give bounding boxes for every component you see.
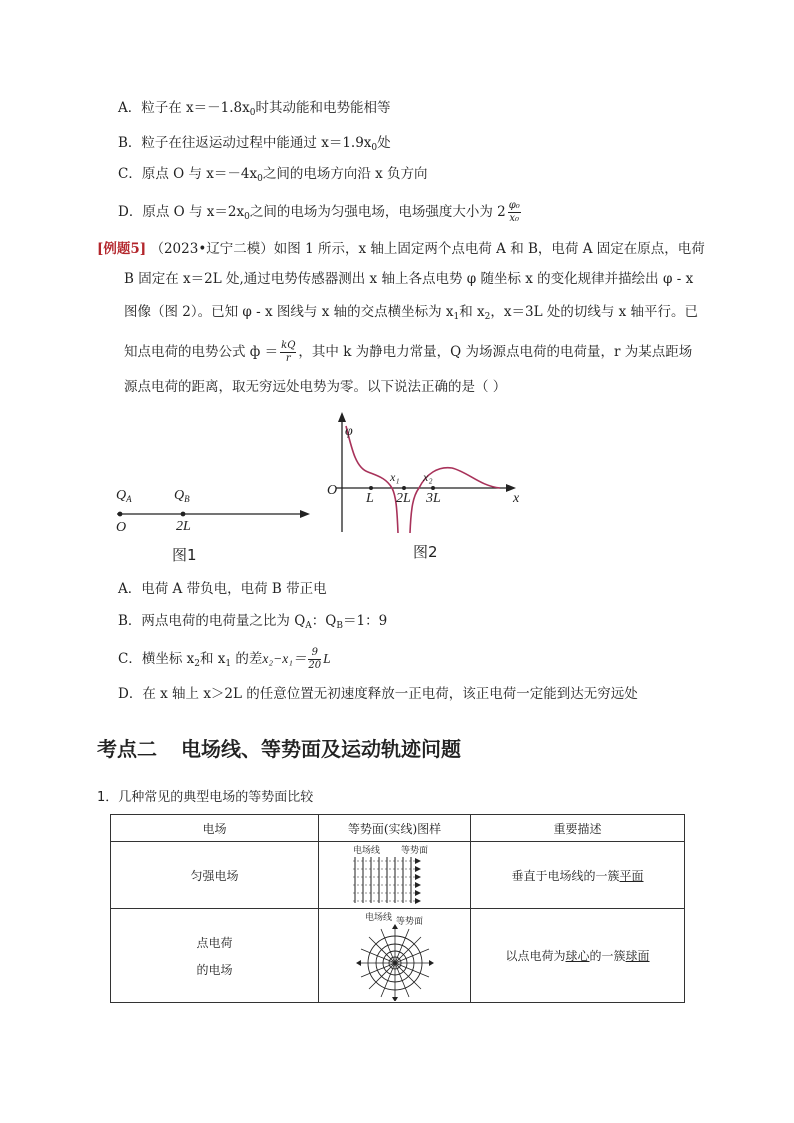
figure2-axis-y-label: φ: [345, 424, 353, 439]
figure2-tick-2l: 2L: [396, 491, 411, 506]
option-c[interactable]: C．横坐标 $x_2$和 $x_1$ 的差x₂−x₁＝ $\frac{9}{20}$ L: [118, 647, 331, 671]
figure-1: [110, 480, 320, 540]
section-title: 考点二 电场线、等势面及运动轨迹问题: [97, 737, 461, 761]
uniform-label-field-line: 电场线: [353, 846, 381, 856]
uniform-field-figure: [319, 842, 471, 909]
option-d[interactable]: D．在 x 轴上 x＞2L 的任意位置无初速度释放一正电荷，该正电荷一定能到达无穷远处: [118, 686, 638, 702]
figure2-caption: 图2: [413, 543, 438, 561]
point-label-equipotential: 等势面: [396, 917, 424, 927]
table-row: [111, 909, 685, 1003]
example-tag: [例题5]: [97, 241, 147, 257]
uniform-field-diagram: [353, 855, 423, 905]
figure1-label-qb: $Q_B$: [174, 488, 190, 504]
charge-b-dot: [181, 512, 186, 517]
uniform-field-name: 匀强电场: [111, 842, 319, 909]
figure2-axis-x-label: x: [513, 491, 520, 506]
point-label-field-line: 电场线: [365, 913, 393, 923]
nine-twentieths-fraction: $\frac{9}{20}$: [308, 647, 322, 671]
figure1-label-qa: $Q_A$: [116, 488, 132, 504]
figure2-label-x2: x₂: [423, 470, 433, 484]
example-line-3: 图像（图 2）。已知 φ - x 图线与 x 轴的交点横坐标为 $x_1$和 $x_2$，x＝3L 处的切线与 x 轴平行。已: [124, 304, 699, 322]
point-charge-field-name: 点电荷 的电场: [111, 909, 319, 1003]
phi-over-x-fraction: $\frac{\text{φ₀}}{\text{x₀}}$: [508, 200, 520, 224]
figure1-caption: 图1: [172, 546, 197, 564]
point-charge-figure: [319, 909, 471, 1003]
table-header-description: 重要描述: [471, 815, 685, 842]
example-line-2: B 固定在 x＝2L 处,通过电势传感器测出 x 轴上各点电势 φ 随坐标 x 的变化规律并描绘出 φ - x: [124, 271, 694, 287]
table-header-field: 电场: [111, 815, 319, 842]
figure2-origin-label: O: [327, 483, 338, 498]
prev-option-c: C．原点 O 与 $x=-4x_0$之间的电场方向沿 x 负方向: [118, 166, 428, 184]
potential-formula-fraction: $\frac{kQ}{r}$: [281, 340, 296, 364]
example-line-5: 源点电荷的距离，取无穷远处电势为零。以下说法正确的是（ ）: [124, 379, 507, 395]
option-b[interactable]: B．两点电荷的电荷量之比为 $Q_A$：$Q_B=1$：9: [118, 613, 388, 631]
figure1-label-2l: 2L: [176, 519, 191, 534]
figure2-tick-3l: 3L: [426, 491, 441, 506]
prev-option-b: B．粒子在往返运动过程中能通过 $x=1.9x_0$处: [118, 135, 391, 153]
section-subtitle: 1．几种常见的典型电场的等势面比较: [97, 790, 314, 805]
uniform-field-description: 垂直于电场线的一簇平面: [471, 842, 685, 909]
example-line-4: 知点电荷的电势公式 ф ＝ $\frac{kQ}{r}$ ，其中 k 为静电力常量，Q 为场源点电荷的电荷量，r 为某点距场: [124, 340, 693, 364]
figure1-label-o: O: [116, 520, 127, 535]
prev-option-d: D．原点 O 与 $x=2x_0$之间的电场为匀强电场，电场强度大小为 2 $\frac{\text{φ₀}}{\text{x₀}}$: [118, 200, 520, 224]
table-row: [111, 842, 685, 909]
uniform-label-equipotential: 等势面: [401, 846, 429, 856]
figure1-arrow: [300, 510, 310, 518]
point-charge-diagram: [355, 923, 435, 1001]
option-a[interactable]: A．电荷 A 带负电，电荷 B 带正电: [118, 581, 327, 597]
figure2-tick-l: L: [366, 491, 374, 506]
equipotential-comparison-table: [110, 814, 685, 1003]
example-line-1: [例题5] （2023•辽宁二模）如图 1 所示，x 轴上固定两个点电荷 A 和 B，电荷 A 固定在原点，电荷: [97, 241, 705, 257]
point-charge-description: 以点电荷为球心的一簇球面: [471, 909, 685, 1003]
prev-option-a: A．粒子在 $x=-1.8x_0$时其动能和电势能相等: [118, 100, 391, 118]
figure2-label-x1: x₁: [390, 470, 400, 484]
charge-a-dot: [118, 512, 123, 517]
table-header-pattern: 等势面(实线)图样: [319, 815, 471, 842]
figure2-y-arrow: [338, 412, 346, 422]
